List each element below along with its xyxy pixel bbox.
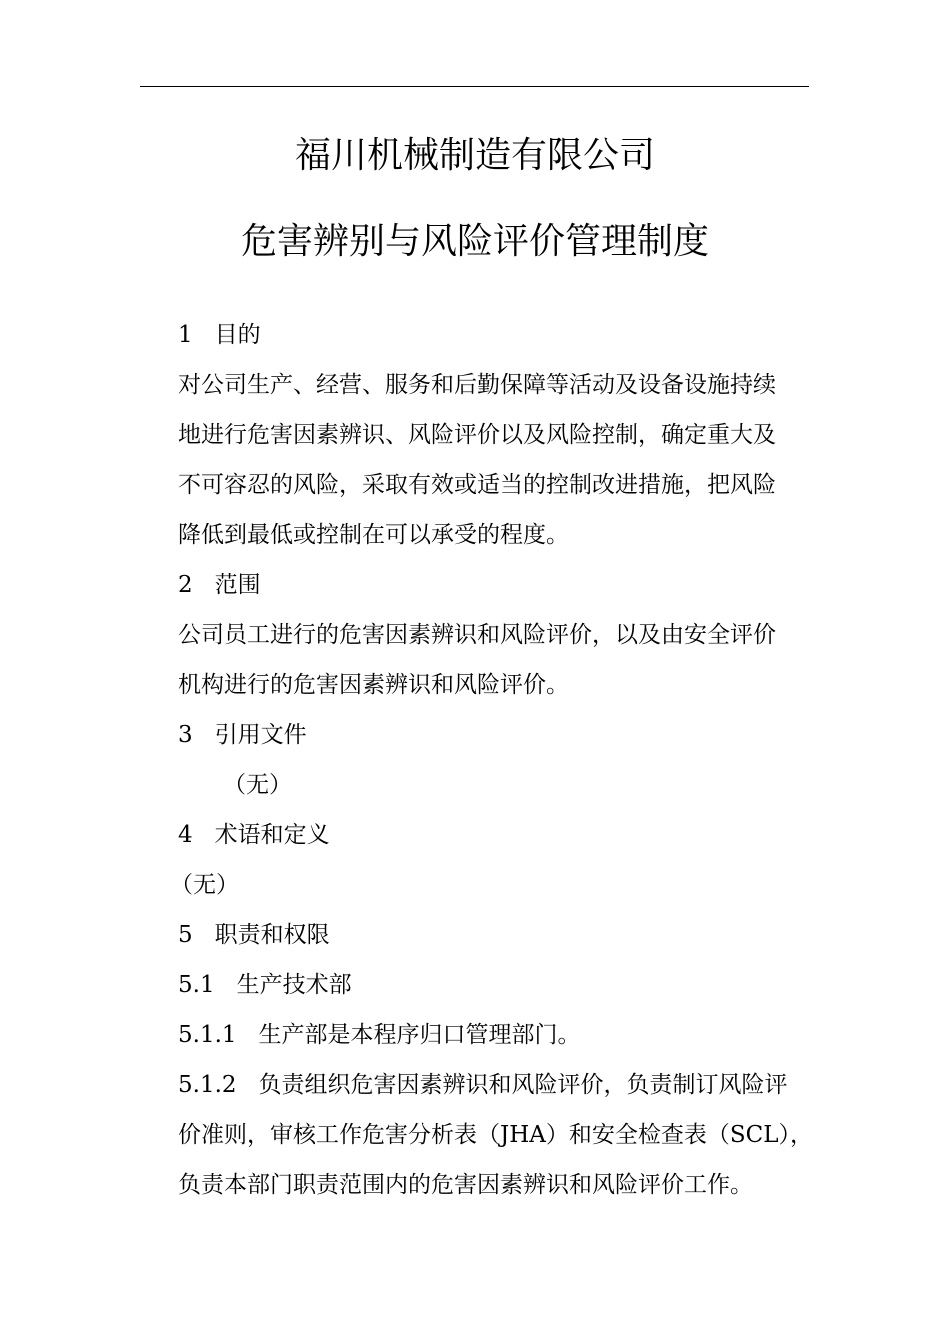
clause-5-1-1 [178, 1010, 818, 1060]
section-number: 5.1 [178, 972, 215, 998]
paragraph-line: 机构进行的危害因素辨识和风险评价。 [178, 672, 569, 698]
paragraph-line: 对公司生产、经营、服务和后勤保障等活动及设备设施持续 [178, 372, 776, 398]
paragraph-line: 价准则，审核工作危害分析表（JHA）和安全检查表（SCL）， [178, 1122, 814, 1148]
section-title: 目的 [214, 322, 261, 348]
document-title: 危害辨别与风险评价管理制度 [240, 221, 709, 262]
section-4-heading [178, 810, 818, 860]
section-title: 范围 [214, 572, 261, 598]
section-number: 5 [178, 922, 193, 948]
paragraph-line: 公司员工进行的危害因素辨识和风险评价，以及由安全评价 [178, 622, 776, 648]
paragraph-line: 地进行危害因素辨识、风险评价以及风险控制，确定重大及 [178, 422, 776, 448]
section-title: 引用文件 [214, 722, 307, 748]
document-body [170, 310, 818, 1210]
header-rule [140, 86, 809, 87]
section-number: 4 [178, 822, 193, 848]
clause-5-1-2 [178, 1060, 818, 1110]
clause-number: 5.1.2 [178, 1072, 237, 1098]
clause-number: 5.1.1 [178, 1022, 237, 1048]
section-title: 生产技术部 [236, 972, 352, 998]
company-name: 福川机械制造有限公司 [294, 135, 655, 176]
clause-text: 生产部是本程序归口管理部门。 [258, 1022, 581, 1048]
paragraph-line: 不可容忍的风险，采取有效或适当的控制改进措施，把风险 [178, 472, 776, 498]
section-number: 3 [178, 722, 193, 748]
clause-text: 负责组织危害因素辨识和风险评价，负责制订风险评 [258, 1072, 788, 1098]
section-number: 2 [178, 572, 193, 598]
section-2-heading [178, 560, 818, 610]
paragraph-line: 负责本部门职责范围内的危害因素辨识和风险评价工作。 [178, 1172, 753, 1198]
section-5-heading [178, 910, 818, 960]
paragraph-line: 降低到最低或控制在可以承受的程度。 [178, 522, 569, 548]
section-number: 1 [178, 322, 193, 348]
section-1-heading [178, 310, 818, 360]
section-5-1-heading [178, 960, 818, 1010]
section-3-content: （无） [223, 772, 292, 798]
section-title: 职责和权限 [214, 922, 330, 948]
section-title: 术语和定义 [214, 822, 330, 848]
section-4-content: （无） [170, 872, 239, 898]
section-3-heading [178, 710, 818, 760]
